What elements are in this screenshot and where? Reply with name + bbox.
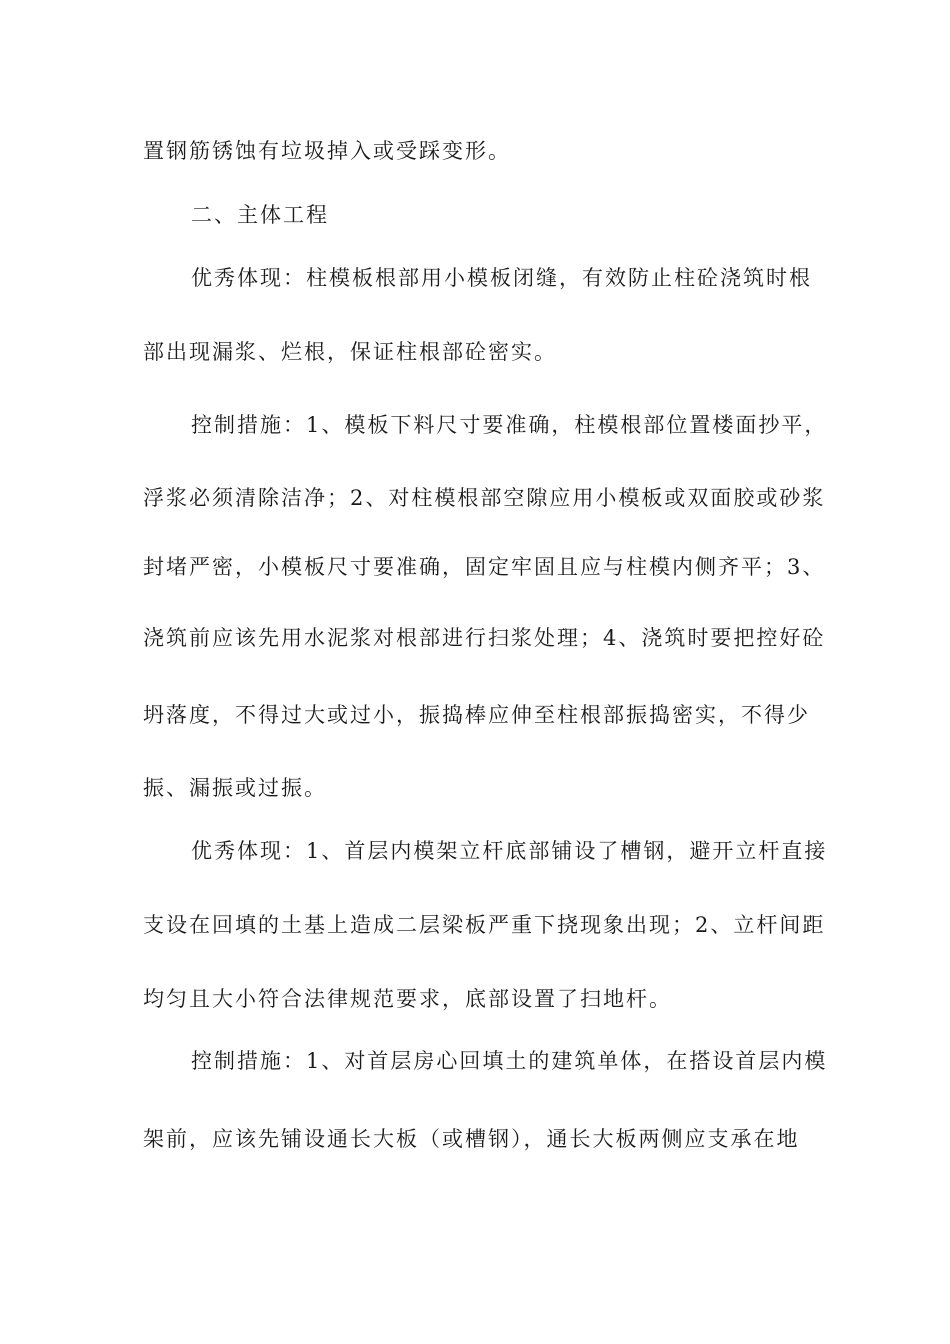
text-line: 部出现漏浆、烂根，保证柱根部砼密实。 xyxy=(143,340,557,364)
text-line: 支设在回填的土基上造成二层梁板严重下挠现象出现；2、立杆间距 xyxy=(143,913,826,937)
text-line: 控制措施：1、模板下料尺寸要准确，柱模根部位置楼面抄平， xyxy=(191,413,828,437)
text-line: 优秀体现：1、首层内模架立杆底部铺设了槽钢，避开立杆直接 xyxy=(191,839,828,863)
text-line: 优秀体现：柱模板根部用小模板闭缝，有效防止柱砼浇筑时根 xyxy=(191,266,812,290)
text-line: 浇筑前应该先用水泥浆对根部进行扫浆处理；4、浇筑时要把控好砼 xyxy=(143,626,826,650)
text-line: 坍落度，不得过大或过小，振捣棒应伸至柱根部振捣密实，不得少 xyxy=(143,703,810,727)
text-line: 振、漏振或过振。 xyxy=(143,776,327,800)
text-line: 控制措施：1、对首层房心回填土的建筑单体，在搭设首层内模 xyxy=(191,1049,828,1073)
section-heading: 二、主体工程 xyxy=(191,203,329,227)
text-line: 浮浆必须清除洁净；2、对柱模根部空隙应用小模板或双面胶或砂浆 xyxy=(143,486,826,510)
text-line: 置钢筋锈蚀有垃圾掉入或受踩变形。 xyxy=(143,139,511,163)
text-line: 架前，应该先铺设通长大板（或槽钢），通长大板两侧应支承在地 xyxy=(143,1127,800,1151)
text-line: 均匀且大小符合法律规范要求，底部设置了扫地杆。 xyxy=(143,987,672,1011)
text-line: 封堵严密，小模板尺寸要准确，固定牢固且应与柱模内侧齐平；3、 xyxy=(143,555,826,579)
